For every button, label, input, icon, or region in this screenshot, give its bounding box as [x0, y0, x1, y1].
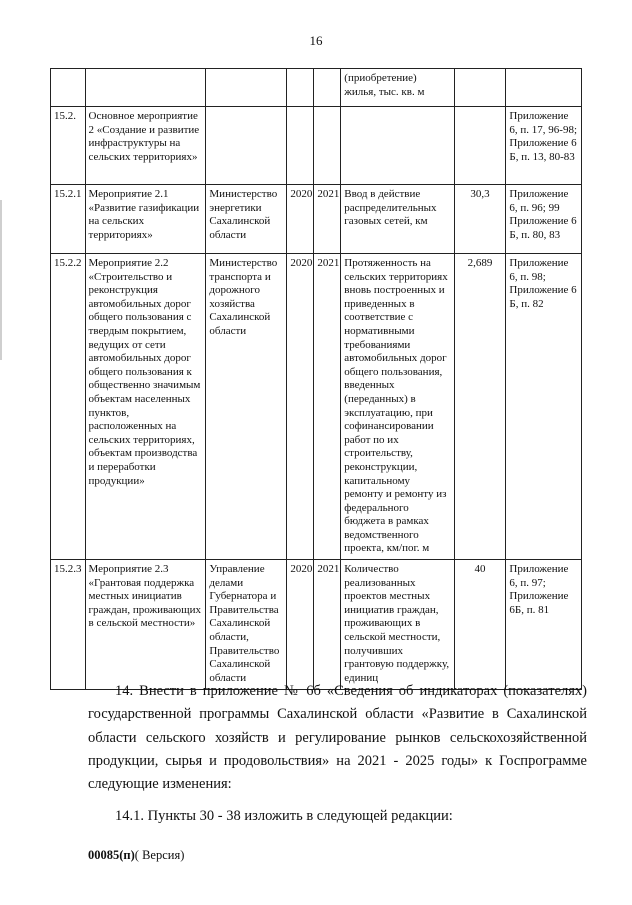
- activity-name-cell: Мероприятие 2.3 «Грантовая поддержка местных инициатив граждан, проживающих в сельской местности»: [85, 560, 206, 690]
- executor-cell: [206, 107, 287, 185]
- executor-cell: Министерство транспорта и дорожного хозяйства Сахалинской области: [206, 254, 287, 560]
- table-row: [51, 185, 582, 254]
- reference-cell: [506, 69, 582, 107]
- executor-cell: Министерство энергетики Сахалинской области: [206, 185, 287, 254]
- page-number: 16: [309, 33, 323, 48]
- reference-cell: Приложение 6, п. 97; Приложение 6Б, п. 81: [506, 560, 582, 690]
- document-code: 00085(п): [88, 848, 135, 862]
- value-cell: [454, 69, 506, 107]
- indicator-cell: (приобретение) жилья, тыс. кв. м: [341, 69, 454, 107]
- row-number-cell: 15.2.3: [51, 560, 86, 690]
- scan-edge-mark: [0, 200, 2, 360]
- executor-cell: Управление делами Губернатора и Правительства Сахалинской области, Правительство Сахалинской области: [206, 560, 287, 690]
- indicator-cell: Количество реализованных проектов местных инициатив граждан, проживающих в сельской местности, получивших грантовую поддержку, единиц: [341, 560, 454, 690]
- paragraph-14-1: 14.1. Пункты 30 - 38 изложить в следующей редакции:: [115, 808, 453, 824]
- activity-name-cell: Мероприятие 2.2 «Строительство и реконструкция автомобильных дорог общего пользования с твердым покрытием, ведущих от сети автомобильных дорог общего пользования к общественно значимым объектам населенных пунктов, расположенных на сельских территориях, объектам производства и переработки продукции»: [85, 254, 206, 560]
- table-body: [51, 69, 582, 690]
- indicator-cell: Протяженность на сельских территориях вновь построенных и приведенных в соответствие с нормативными требованиями автомобильных дорог общего пользования, введенных (переданных) в эксплуатацию, при софинансировании работ по их строительству, реконструкции, капитальному ремонту и ремонту из федерального бюджета в рамках ведомственного проекта, км/пог. м: [341, 254, 454, 560]
- activity-name-cell: Мероприятие 2.1 «Развитие газификации на сельских территориях»: [85, 185, 206, 254]
- year-end-cell: 2021: [314, 560, 341, 690]
- table-row: [51, 560, 582, 690]
- year-start-cell: 2020: [287, 185, 314, 254]
- table-row: [51, 69, 582, 107]
- row-number-cell: 15.2.1: [51, 185, 86, 254]
- value-cell: [454, 107, 506, 185]
- value-cell: 40: [454, 560, 506, 690]
- year-start-cell: 2020: [287, 254, 314, 560]
- activity-name-cell: [85, 69, 206, 107]
- reference-cell: Приложение 6, п. 17, 96-98; Приложение 6 Б, п. 13, 80-83: [506, 107, 582, 185]
- table-row: [51, 254, 582, 560]
- row-number-cell: [51, 69, 86, 107]
- year-end-cell: 2021: [314, 254, 341, 560]
- year-end-cell: [314, 107, 341, 185]
- indicators-table: [50, 68, 582, 690]
- value-cell: 30,3: [454, 185, 506, 254]
- year-start-cell: 2020: [287, 560, 314, 690]
- year-start-cell: [287, 69, 314, 107]
- year-start-cell: [287, 107, 314, 185]
- activity-name-cell: Основное мероприятие 2 «Создание и развитие инфраструктуры на сельских территориях»: [85, 107, 206, 185]
- reference-cell: Приложение 6, п. 98; Приложение 6 Б, п. 82: [506, 254, 582, 560]
- indicator-cell: [341, 107, 454, 185]
- executor-cell: [206, 69, 287, 107]
- table-row: [51, 107, 582, 185]
- year-end-cell: [314, 69, 341, 107]
- row-number-cell: 15.2.2: [51, 254, 86, 560]
- row-number-cell: 15.2.: [51, 107, 86, 185]
- value-cell: 2,689: [454, 254, 506, 560]
- document-footer: [88, 848, 184, 863]
- paragraph-14: 14. Внести в приложение № 6б «Сведения об индикаторах (показателях) государственной программы Сахалинской области «Развитие в Сахалинской области сельского хозяйств и регулирование рынков сельскохозяйственной продукции, сырья и продовольствия» на 2021 - 2025 годы» к Госпрограмме следующие изменения:: [88, 683, 587, 793]
- year-end-cell: 2021: [314, 185, 341, 254]
- reference-cell: Приложение 6, п. 96; 99 Приложение 6 Б, п. 80, 83: [506, 185, 582, 254]
- document-version: ( Версия): [134, 848, 185, 862]
- indicator-cell: Ввод в действие распределительных газовых сетей, км: [341, 185, 454, 254]
